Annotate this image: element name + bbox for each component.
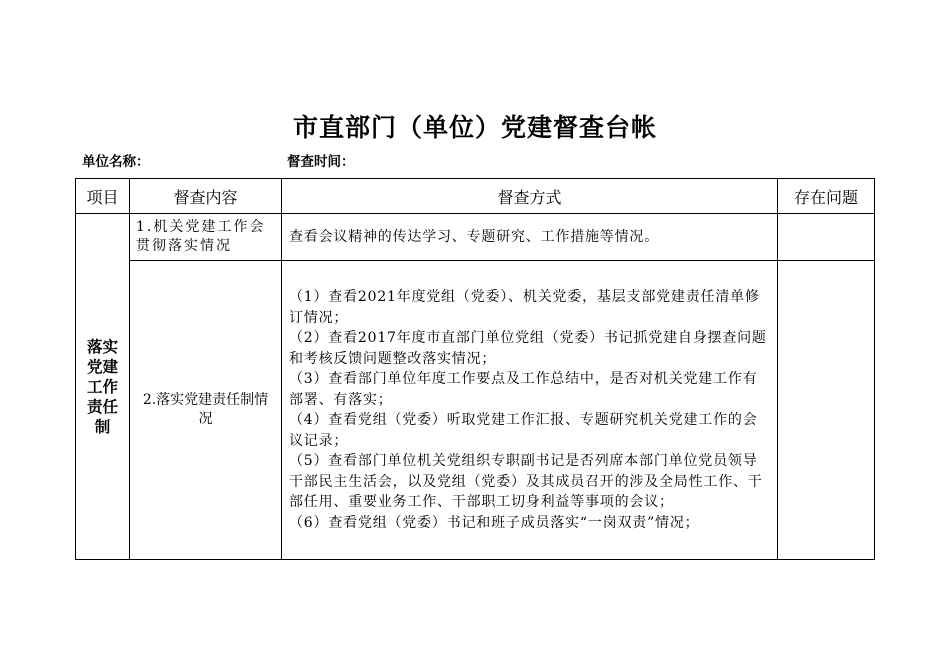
inspection-time-label: 督查时间： — [287, 154, 355, 170]
project-cell — [76, 214, 130, 560]
header-method: 督查方式 — [282, 179, 778, 214]
inspection-table — [75, 178, 875, 560]
table-row — [76, 214, 875, 261]
method-line: （1）查看2021年度党组（党委）、机关党委，基层支部党建责任清单修订情况； — [289, 289, 760, 326]
header-issue: 存在问题 — [778, 179, 875, 214]
content-cell-2 — [130, 261, 282, 560]
header-project: 项目 — [76, 179, 130, 214]
method-cell-2 — [282, 261, 778, 560]
method-line: （3）查看部门单位年度工作要点及工作总结中，是否对机关党建工作有部署、有落实； — [289, 371, 758, 408]
issue-cell-1[interactable] — [778, 214, 875, 261]
table-header-row — [76, 179, 875, 214]
header-content: 督查内容 — [130, 179, 282, 214]
method-cell-1 — [282, 214, 778, 261]
method-line: （6）查看党组（党委）书记和班子成员落实“一岗双责”情况； — [289, 514, 700, 531]
method-line: （2）查看2017年度市直部门单位党组（党委）书记抓党建自身摆查问题和考核反馈问题整改落实情况； — [289, 330, 767, 367]
method-line: 查看会议精神的传达学习、专题研究、工作措施等情况。 — [289, 228, 659, 245]
issue-cell-2[interactable] — [778, 261, 875, 560]
method-line: （4）查看党组（党委）听取党建工作汇报、专题研究机关党建工作的会议记录； — [289, 412, 758, 449]
table-row — [76, 261, 875, 560]
content-cell-1: 1.机关党建工作会贯彻落实情况 — [130, 214, 282, 261]
document-title: 市直部门（单位）党建督查台帐 — [292, 113, 657, 142]
unit-name-label: 单位名称： — [82, 154, 150, 170]
content-text-2: 2.落实党建责任制情况 — [142, 392, 269, 427]
method-line: （5）查看部门单位机关党组织专职副书记是否列席本部门单位党员领导干部民主生活会，以及党组（党委）及其成员召开的涉及全局性工作、干部任用、重要业务工作、干部职工切身利益等事项的会议； — [289, 453, 763, 510]
project-label: 落实党建工作责任制 — [86, 337, 118, 436]
